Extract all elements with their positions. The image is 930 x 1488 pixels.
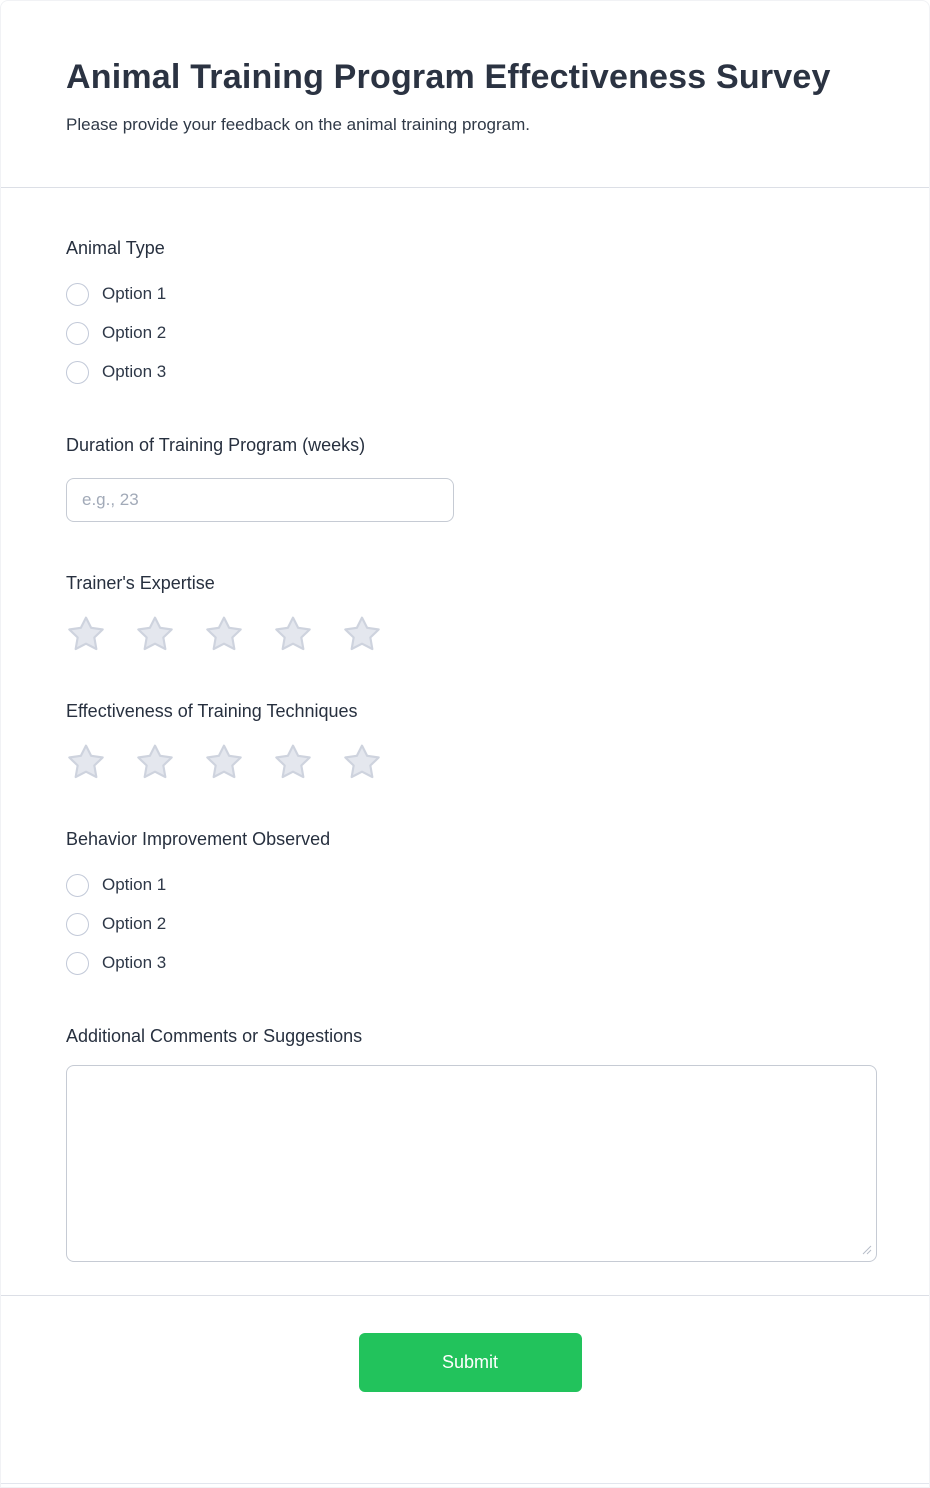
question-label: Behavior Improvement Observed: [66, 829, 331, 849]
radio-option[interactable]: [66, 873, 166, 897]
radio-option-label: Option 2: [102, 323, 167, 342]
star-icon[interactable]: [342, 614, 382, 654]
radio-button[interactable]: [66, 913, 89, 936]
form-header: [1, 1, 929, 188]
radio-option[interactable]: [66, 951, 166, 975]
comments-textarea[interactable]: [66, 1065, 877, 1262]
question-label: Duration of Training Program (weeks): [66, 435, 366, 455]
form-body: [1, 188, 929, 1295]
star-icon[interactable]: [342, 742, 382, 782]
star-icon[interactable]: [204, 742, 244, 782]
radio-option-label: Option 3: [102, 362, 167, 381]
question-behavior-improvement: [66, 826, 864, 975]
radio-option-label: Option 2: [102, 914, 167, 933]
star-icon[interactable]: [204, 614, 244, 654]
star-rating-trainer-expertise: [66, 614, 864, 654]
radio-button[interactable]: [66, 283, 89, 306]
star-icon[interactable]: [66, 742, 106, 782]
radio-button[interactable]: [66, 361, 89, 384]
star-icon[interactable]: [273, 742, 313, 782]
question-trainer-expertise: [66, 570, 864, 654]
star-icon[interactable]: [135, 614, 175, 654]
radio-option[interactable]: [66, 321, 166, 345]
submit-button[interactable]: Submit: [359, 1333, 582, 1392]
star-icon[interactable]: [135, 742, 175, 782]
question-technique-effectiveness: [66, 698, 864, 782]
radio-button[interactable]: [66, 952, 89, 975]
question-additional-comments: [66, 1023, 864, 1262]
radio-option-label: Option 1: [102, 875, 167, 894]
question-duration: [66, 432, 864, 522]
star-icon[interactable]: [66, 614, 106, 654]
radio-option[interactable]: [66, 282, 166, 306]
star-icon[interactable]: [273, 614, 313, 654]
radio-button[interactable]: [66, 874, 89, 897]
radio-option-label: Option 1: [102, 284, 167, 303]
question-animal-type: [66, 235, 864, 384]
form-footer: [1, 1295, 929, 1392]
radio-option[interactable]: [66, 912, 166, 936]
radio-option-label: Option 3: [102, 953, 167, 972]
page-bottom-divider: [1, 1483, 929, 1484]
radio-option[interactable]: [66, 360, 166, 384]
page-title: Animal Training Program Effectiveness Survey: [66, 58, 831, 96]
page-subtitle: Please provide your feedback on the animal training program.: [66, 115, 530, 134]
radio-button[interactable]: [66, 322, 89, 345]
duration-input[interactable]: [66, 478, 454, 522]
question-label: Effectiveness of Training Techniques: [66, 701, 358, 721]
question-label: Trainer's Expertise: [66, 573, 215, 593]
question-label: Animal Type: [66, 238, 165, 258]
star-rating-technique-effectiveness: [66, 742, 864, 782]
question-label: Additional Comments or Suggestions: [66, 1026, 363, 1046]
